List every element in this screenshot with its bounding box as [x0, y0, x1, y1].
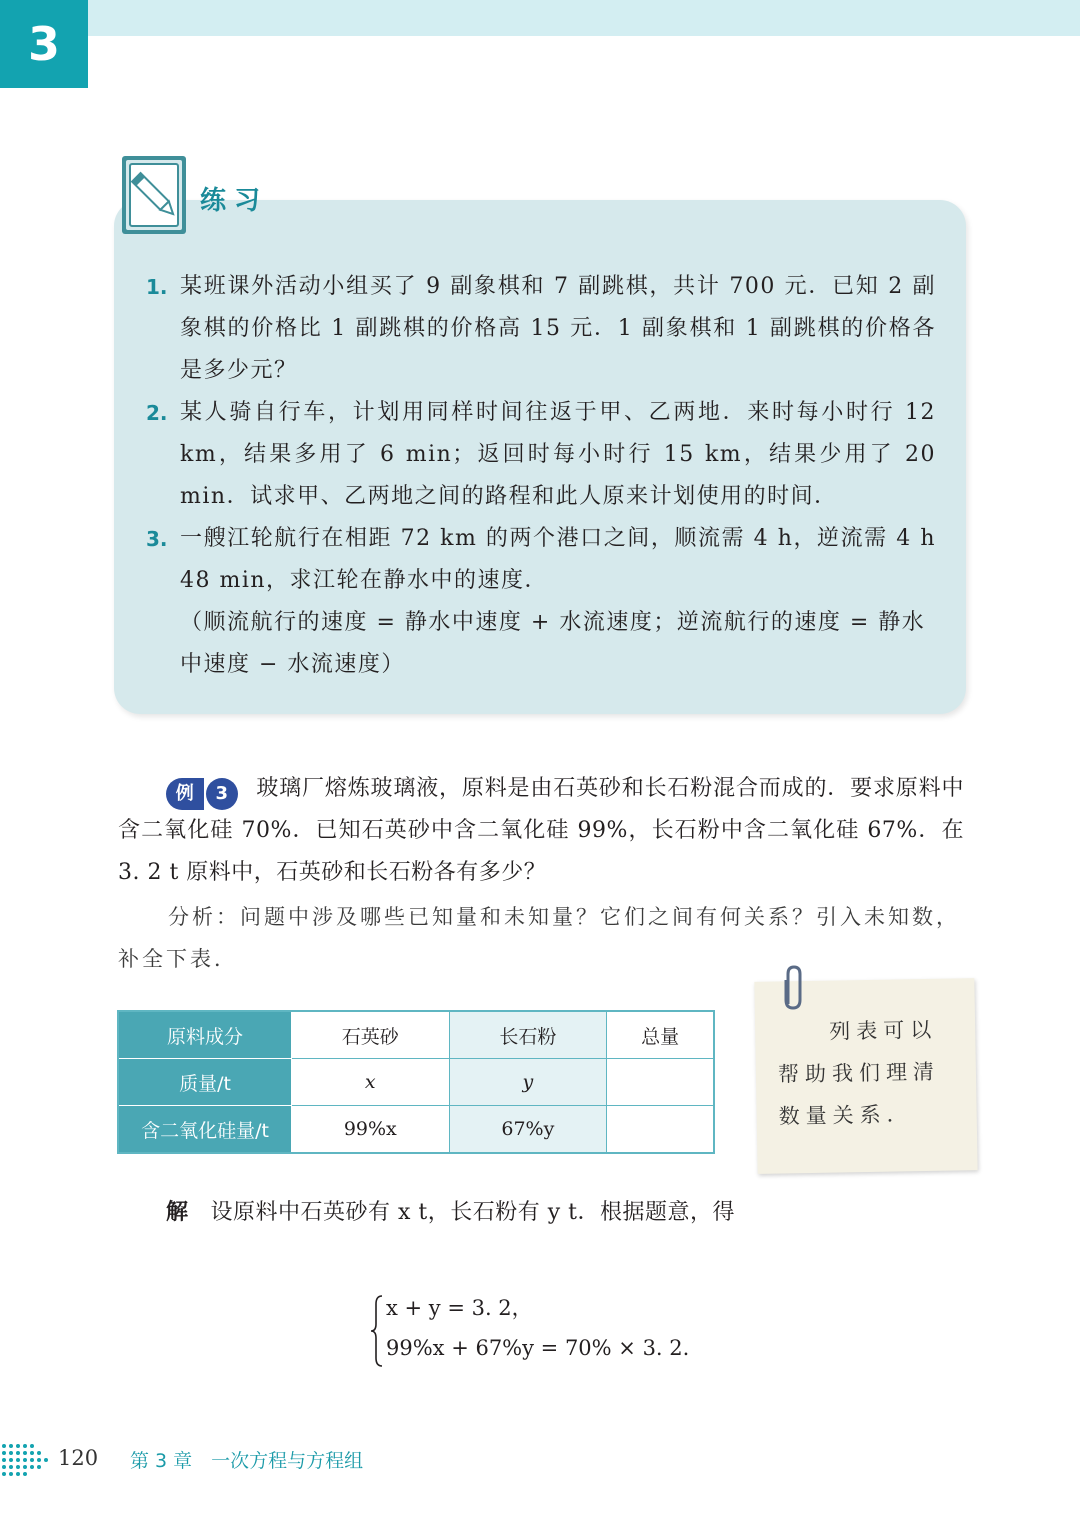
exercise-note: （顺流航行的速度 = 静水中速度 + 水流速度；逆流航行的速度 = 静水中速度 − 水流速度） — [180, 610, 926, 677]
table-cell: 67%y — [449, 1106, 607, 1154]
page-number: 120 — [58, 1446, 99, 1470]
paperclip-icon — [778, 964, 808, 1014]
table-row — [118, 1059, 714, 1106]
chapter-number-tab: 3 — [0, 0, 88, 88]
table-header-cell: 石英砂 — [292, 1011, 450, 1059]
practice-header — [118, 150, 270, 240]
pencil-notebook-icon — [120, 152, 188, 236]
solution-label: 解 — [166, 1200, 189, 1225]
table-cell — [607, 1106, 714, 1154]
analysis-paragraph: 分析：问题中涉及哪些已知量和未知量？它们之间有何关系？引入未知数，补全下表． — [118, 905, 960, 971]
example-badge-number: 3 — [206, 778, 238, 810]
example-badge-label: 例 — [166, 778, 204, 810]
exercise-item — [146, 392, 936, 518]
equation-system — [370, 1290, 710, 1374]
exercise-number: 1. — [146, 275, 168, 299]
table-header-cell: 原料成分 — [118, 1011, 292, 1059]
table-header-cell: 总量 — [607, 1011, 714, 1059]
table-row — [118, 1011, 714, 1059]
exercise-list — [146, 266, 936, 686]
table-cell — [607, 1059, 714, 1106]
example-text: 玻璃厂熔炼玻璃液，原料是由石英砂和长石粉混合而成的．要求原料中含二氧化硅 70%．已知石英砂中含二氧化硅 99%，长石粉中含二氧化硅 67%．在 3. 2 t 原料中，石英砂和长石粉各有多少？ — [118, 776, 964, 885]
table-cell: y — [449, 1059, 607, 1106]
equation-line: x + y = 3. 2， — [386, 1296, 533, 1320]
footer-dots-icon — [0, 1438, 52, 1478]
table-cell: x — [292, 1059, 450, 1106]
side-note-text: 列表可以帮助我们理清数量关系． — [777, 1017, 941, 1129]
exercise-text: 一艘江轮航行在相距 72 km 的两个港口之间，顺流需 4 h，逆流需 4 h 48 min，求江轮在静水中的速度． — [180, 526, 936, 593]
exercise-item — [146, 266, 936, 392]
chapter-label: 第 3 章 一次方程与方程组 — [130, 1450, 364, 1472]
data-table — [117, 1010, 715, 1154]
exercise-text: 某人骑自行车，计划用同样时间往返于甲、乙两地．来时每小时行 12 km，结果多用了 6 min；返回时每小时行 15 km，结果少用了 20 min．试求甲、乙两地之间的路程和此人原来计划使用的时间． — [180, 400, 936, 509]
exercise-item — [146, 518, 936, 602]
exercise-number: 2. — [146, 401, 168, 425]
table-cell: 99%x — [292, 1106, 450, 1154]
table-header-cell: 长石粉 — [449, 1011, 607, 1059]
example-paragraph — [118, 768, 964, 894]
left-brace-icon — [370, 1294, 384, 1368]
practice-title: 练习 — [200, 186, 269, 216]
exercise-text: 某班课外活动小组买了 9 副象棋和 7 副跳棋，共计 700 元．已知 2 副象棋的价格比 1 副跳棋的价格高 15 元．1 副象棋和 1 副跳棋的价格各是多少元？ — [180, 274, 936, 383]
equation-line: 99%x + 67%y = 70% × 3. 2. — [386, 1336, 690, 1360]
solution-text: 设原料中石英砂有 x t，长石粉有 y t．根据题意，得 — [210, 1200, 736, 1225]
header-band — [88, 0, 1080, 36]
table-row-header: 质量/t — [118, 1059, 292, 1106]
table-row-header: 含二氧化硅量/t — [118, 1106, 292, 1154]
example-badge — [166, 778, 238, 810]
table-row — [118, 1106, 714, 1154]
solution-paragraph — [118, 1192, 738, 1234]
exercise-number: 3. — [146, 527, 168, 551]
